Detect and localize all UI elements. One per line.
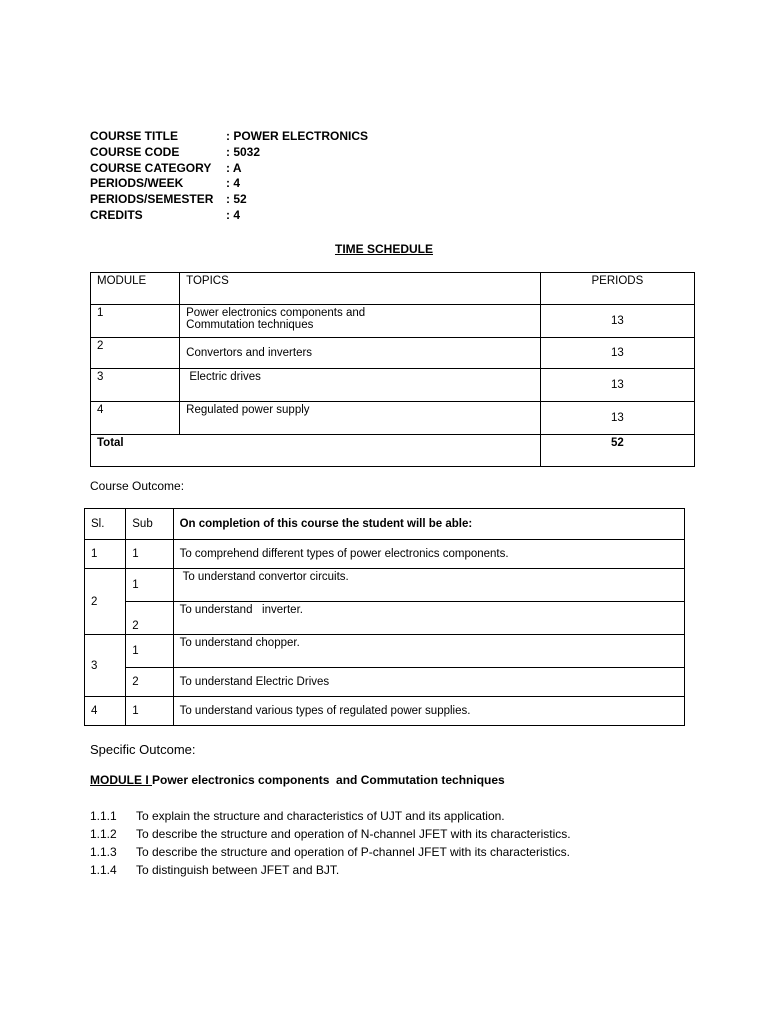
module-cell: 1 [91,305,180,338]
sub-cell: 2 [126,668,173,697]
total-label: Total [91,435,541,467]
list-item: 1.1.2 To describe the structure and operation of N-channel JFET with its characteristics. [90,827,571,841]
table-row [91,402,695,435]
table-row [91,369,695,402]
sl-cell: 3 [85,635,126,697]
sl-cell: 2 [85,569,126,635]
course-outcome-label: Course Outcome: [90,479,185,493]
header-module: MODULE [91,273,180,305]
header-description: On completion of this course the student will be able: [173,509,684,540]
outcome-cell: To comprehend different types of power electronics components. [173,540,684,569]
periods-cell: 13 [540,338,694,369]
course-title-row: COURSE TITLE : POWER ELECTRONICS [90,129,369,143]
sub-cell: 2 [126,602,173,635]
periods-week-row: PERIODS/WEEK : 4 [90,176,241,191]
course-code-row: COURSE CODE : 5032 [90,144,261,159]
sub-cell: 1 [126,540,173,569]
table-row [91,338,695,369]
table-total-row [91,435,695,467]
topic-cell: Convertors and inverters [180,338,541,369]
table-row [85,668,685,697]
topic-cell: Regulated power supply [180,402,541,435]
topic-cell: Electric drives [180,369,541,402]
outcome-cell: To understand chopper. [173,635,684,668]
outcome-cell: To understand inverter. [173,602,684,635]
module-cell: 3 [91,369,180,402]
outcome-cell: To understand convertor circuits. [173,569,684,602]
table-header-row [91,273,695,305]
periods-semester-row: PERIODS/SEMESTER : 52 [90,192,247,207]
module-prefix: MODULE I [90,773,152,787]
header-sub: Sub [126,509,173,540]
periods-cell: 13 [540,305,694,338]
list-item: 1.1.4 To distinguish between JFET and BJT. [90,863,340,877]
total-periods: 52 [540,435,694,467]
table-row [85,540,685,569]
outcome-cell: To understand various types of regulated power supplies. [173,697,684,726]
credits-row: CREDITS : 4 [90,207,241,222]
course-info [90,129,368,224]
header-periods: PERIODS [540,273,694,305]
topic-cell: Power electronics components and Commutation techniques [180,305,541,338]
module-cell: 2 [91,338,180,369]
header-sl: Sl. [85,509,126,540]
sl-cell: 4 [85,697,126,726]
periods-cell: 13 [540,402,694,435]
list-item: 1.1.1 To explain the structure and characteristics of UJT and its application. [90,809,505,823]
sub-cell: 1 [126,697,173,726]
course-category-row: COURSE CATEGORY : A [90,160,242,175]
table-row [85,697,685,726]
table-row [91,305,695,338]
periods-cell: 13 [540,369,694,402]
list-item: 1.1.3 To describe the structure and operation of P-channel JFET with its characteristics. [90,845,570,859]
module-heading [90,773,505,787]
time-schedule-table [90,272,695,467]
sl-cell: 1 [85,540,126,569]
module-cell: 4 [91,402,180,435]
table-header-row [85,509,685,540]
table-row [85,635,685,668]
specific-outcome-list [90,807,571,879]
module-title: Power electronics components and Commutation techniques [152,773,505,787]
sub-cell: 1 [126,635,173,668]
time-schedule-title: TIME SCHEDULE [334,242,433,256]
header-topics: TOPICS [180,273,541,305]
table-row [85,602,685,635]
sub-cell: 1 [126,569,173,602]
outcome-cell: To understand Electric Drives [173,668,684,697]
course-outcome-table [84,508,685,726]
table-row [85,569,685,602]
specific-outcome-label: Specific Outcome: [90,742,196,757]
